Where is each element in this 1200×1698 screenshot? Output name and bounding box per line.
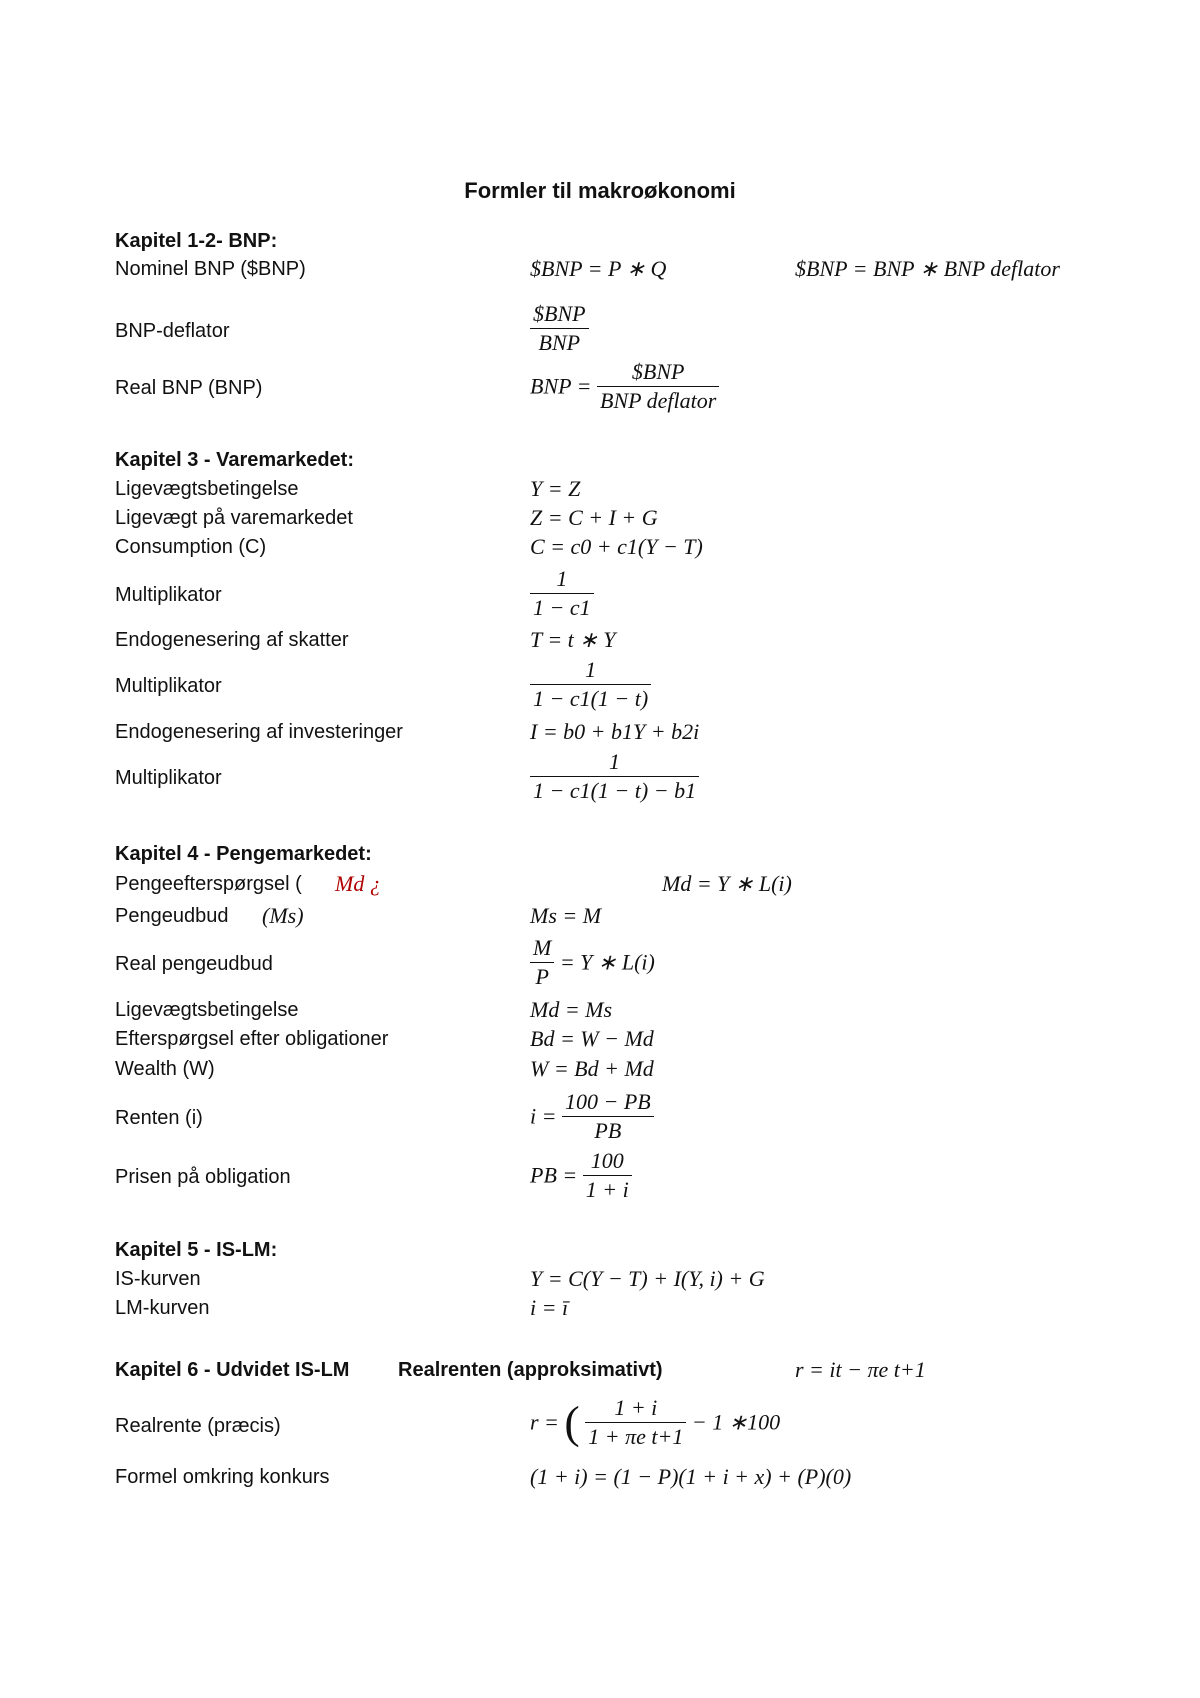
row-label: Prisen på obligation: [115, 1166, 291, 1188]
row-label: Renten (i): [115, 1107, 203, 1129]
formula: Md = Ms: [530, 997, 613, 1022]
numerator: 100 − PB: [562, 1088, 654, 1117]
formula: W = Bd + Md: [530, 1056, 654, 1081]
numerator: $BNP: [597, 358, 719, 387]
section-heading-k5: Kapitel 5 - IS-LM:: [115, 1239, 278, 1261]
formula: Y = Z: [530, 476, 581, 501]
denominator: BNP: [538, 330, 581, 355]
denominator: 1 − c1(1 − t): [533, 686, 649, 711]
rhs: − 1 ∗100: [691, 1409, 781, 1435]
formula: Md = Y ∗ L(i): [662, 871, 792, 896]
section-sub-label: Realrenten (approksimativt): [398, 1359, 663, 1381]
formula: Z = C + I + G: [530, 505, 658, 530]
numerator: 100: [583, 1147, 632, 1176]
fraction-formula: [530, 300, 589, 357]
numerator: M: [530, 934, 554, 963]
section-heading-k3: Kapitel 3 - Varemarkedet:: [115, 449, 354, 471]
fraction-formula: [530, 1088, 654, 1145]
row-label: IS-kurven: [115, 1268, 201, 1290]
lhs: BNP =: [530, 373, 592, 399]
section-heading-k12: Kapitel 1-2- BNP:: [115, 230, 278, 252]
denominator: 1 + πe t+1: [588, 1424, 684, 1449]
lhs: PB =: [530, 1162, 578, 1188]
open-paren-icon: (: [564, 1396, 580, 1448]
denominator: BNP deflator: [600, 388, 717, 413]
inline-formula: Md ¿: [335, 871, 381, 896]
row-label: Consumption (C): [115, 536, 267, 558]
formula: r = it − πe t+1: [795, 1357, 926, 1382]
formula: Ms = M: [530, 903, 602, 928]
row-label: Endogenesering af skatter: [115, 629, 349, 651]
numerator: 1: [530, 656, 651, 685]
fraction-formula: [530, 1147, 632, 1204]
denominator: P: [535, 964, 549, 989]
row-label: Efterspørgsel efter obligationer: [115, 1028, 389, 1050]
fraction-formula: [530, 934, 655, 991]
row-label: Pengeudbud: [115, 905, 229, 927]
row-label: Real BNP (BNP): [115, 377, 263, 399]
formula: Bd = W − Md: [530, 1026, 654, 1051]
row-label: Ligevægtsbetingelse: [115, 478, 299, 500]
numerator: 1: [530, 748, 699, 777]
fraction-formula: [530, 565, 594, 622]
formula: $BNP = BNP ∗ BNP deflator: [795, 256, 1060, 281]
fraction-formula: [530, 656, 651, 713]
denominator: 1 + i: [585, 1177, 629, 1202]
inline-formula: (Ms): [262, 903, 304, 928]
numerator: 1 + i: [585, 1394, 686, 1423]
fraction-formula: [530, 1394, 780, 1451]
denominator: 1 − c1(1 − t) − b1: [533, 778, 697, 803]
section-heading-k4: Kapitel 4 - Pengemarkedet:: [115, 843, 372, 865]
row-label: Pengeefterspørgsel (: [115, 873, 302, 895]
row-label: Endogenesering af investeringer: [115, 721, 403, 743]
row-label: Multiplikator: [115, 675, 222, 697]
formula: I = b0 + b1Y + b2i: [530, 719, 700, 744]
formula: (1 + i) = (1 − P)(1 + i + x) + (P)(0): [530, 1464, 852, 1489]
formula: i = ī: [530, 1295, 569, 1320]
row-label: Ligevægtsbetingelse: [115, 999, 299, 1021]
row-label: LM-kurven: [115, 1297, 210, 1319]
row-label: Realrente (præcis): [115, 1415, 281, 1437]
row-label: Formel omkring konkurs: [115, 1466, 330, 1488]
numerator: 1: [530, 565, 594, 594]
formula: $BNP = P ∗ Q: [530, 256, 667, 281]
section-heading-k6: Kapitel 6 - Udvidet IS-LM: [115, 1359, 350, 1381]
denominator: 1 − c1: [533, 595, 591, 620]
denominator: PB: [594, 1118, 622, 1143]
row-label: Ligevægt på varemarkedet: [115, 507, 353, 529]
lhs: i =: [530, 1103, 557, 1129]
row-label: Multiplikator: [115, 767, 222, 789]
row-label: Multiplikator: [115, 584, 222, 606]
row-label: BNP-deflator: [115, 320, 230, 342]
formula: C = c0 + c1(Y − T): [530, 534, 703, 559]
row-label: Nominel BNP ($BNP): [115, 258, 306, 280]
formula: T = t ∗ Y: [530, 627, 616, 652]
row-label: Real pengeudbud: [115, 953, 273, 975]
formula: Y = C(Y − T) + I(Y, i) + G: [530, 1266, 765, 1291]
lhs: r =: [530, 1409, 559, 1435]
fraction-formula: [530, 358, 719, 415]
rhs: = Y ∗ L(i): [559, 949, 655, 975]
row-label: Wealth (W): [115, 1058, 215, 1080]
fraction-formula: [530, 748, 699, 805]
document-title: Formler til makroøkonomi: [464, 178, 736, 203]
numerator: $BNP: [530, 300, 589, 329]
